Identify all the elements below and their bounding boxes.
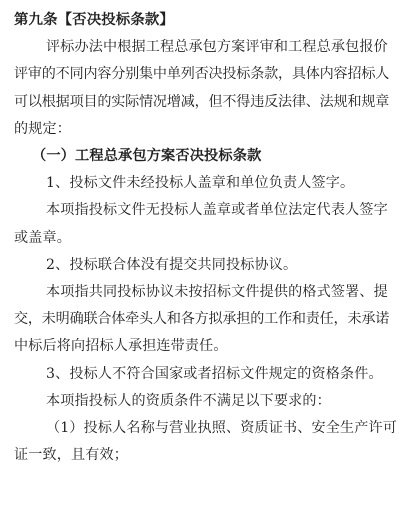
paragraph-line: 3、投标人不符合国家或者招标文件规定的资格条件。 — [46, 365, 383, 382]
paragraph-line: 的规定： — [14, 120, 71, 137]
paragraph-line: 可以根据项目的实际情况增减，但不得违反法律、法规和规章 — [14, 93, 390, 110]
paragraph-line: （1）投标人名称与营业执照、资质证书、安全生产许可 — [46, 420, 397, 437]
paragraph-line: 交，未明确联合体牵头人和各方拟承担的工作和责任，未承诺 — [14, 311, 390, 328]
paragraph-line: 证一致，且有效； — [14, 447, 128, 464]
paragraph-line: 评审的不同内容分别集中单列否决投标条款，具体内容招标人 — [14, 66, 390, 83]
paragraph-line: 或盖章。 — [14, 229, 71, 246]
paragraph-line: 中标后将向招标人承担连带责任。 — [14, 338, 228, 355]
paragraph-line: 本项指投标人的资质条件不满足以下要求的： — [46, 392, 331, 409]
paragraph-line: 本项指投标文件无投标人盖章或者单位法定代表人签字 — [46, 202, 388, 219]
section-heading: （一）工程总承包方案否决投标条款 — [32, 148, 262, 165]
paragraph-line: 本项指共同投标协议未按招标文件提供的格式签署、提 — [46, 284, 388, 301]
paragraph-line: 2、投标联合体没有提交共同投标协议。 — [46, 256, 298, 273]
paragraph-line: 评标办法中根据工程总承包方案评审和工程总承包报价 — [46, 39, 388, 56]
article-heading: 第九条【否决投标条款】 — [14, 12, 174, 28]
paragraph-line: 1、投标文件未经投标人盖章和单位负责人签字。 — [46, 175, 355, 192]
